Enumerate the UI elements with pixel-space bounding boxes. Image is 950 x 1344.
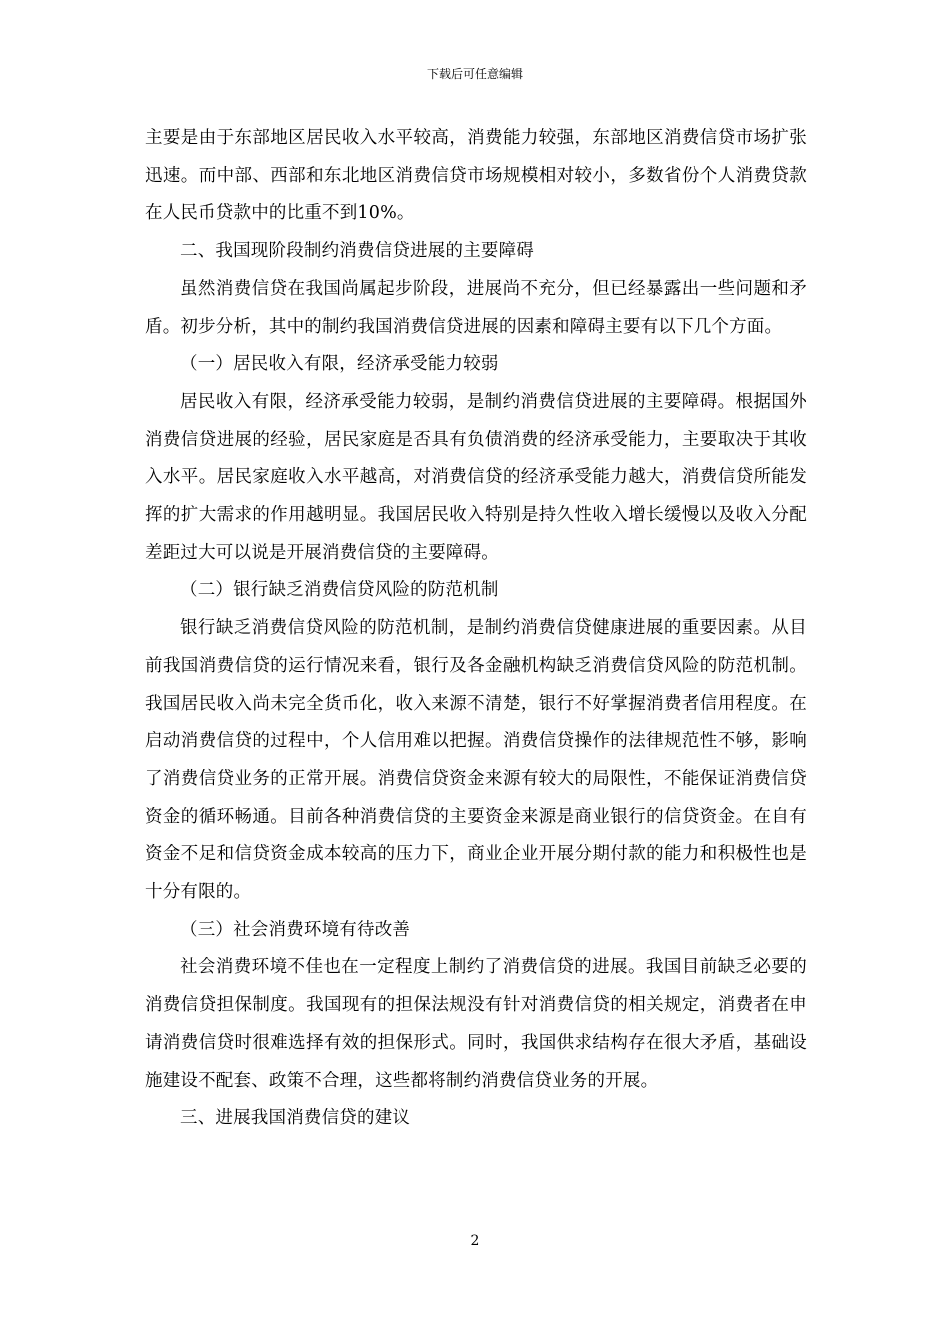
page-header: 下载后可任意编辑 bbox=[426, 67, 523, 81]
section-heading-3: 三、进展我国消费信贷的建议 bbox=[180, 1108, 411, 1129]
paragraph: 居民收入有限，经济承受能力较弱，是制约消费信贷进展的主要障碍。根据国外消费信贷进展的经验，居民家庭是否具有负债消费的经济承受能力，主要取决于其收入水平。居民家庭收入水平越高，对消费信贷的经济承受能力越大，消费信贷所能发挥的扩大需求的作用越明显。我国居民收入特别是持久性收入增长缓慢以及收入分配差距过大可以说是开展消费信贷的主要障碍。 bbox=[145, 391, 807, 563]
paragraph: 银行缺乏消费信贷风险的防范机制，是制约消费信贷健康进展的重要因素。从目前我国消费信贷的运行情况来看，银行及各金融机构缺乏消费信贷风险的防范机制。我国居民收入尚未完全货币化，收入来源不清楚，银行不好掌握消费者信用程度。在启动消费信贷的过程中，个人信用难以把握。消费信贷操作的法律规范性不够，影响了消费信贷业务的正常开展。消费信贷资金来源有较大的局限性，不能保证消费信贷资金的循环畅通。目前各种消费信贷的主要资金来源是商业银行的信贷资金。在自有资金不足和信贷资金成本较高的压力下，商业企业开展分期付款的能力和积极性也是十分有限的。 bbox=[145, 618, 807, 903]
subsection-heading-3: （三）社会消费环境有待改善 bbox=[180, 919, 411, 940]
paragraph: 社会消费环境不佳也在一定程度上制约了消费信贷的进展。我国目前缺乏必要的消费信贷担保制度。我国现有的担保法规没有针对消费信贷的相关规定，消费者在申请消费信贷时很难选择有效的担保形式。同时，我国供求结构存在很大矛盾，基础设施建设不配套、政策不合理，这些都将制约消费信贷业务的开展。 bbox=[145, 957, 807, 1091]
paragraph-continued: 主要是由于东部地区居民收入水平较高，消费能力较强，东部地区消费信贷市场扩张迅速。而中部、西部和东北地区消费信贷市场规模相对较小，多数省份个人消费贷款在人民币贷款中的比重不到10%。 bbox=[145, 128, 807, 224]
subsection-heading-2: （二）银行缺乏消费信贷风险的防范机制 bbox=[180, 580, 499, 601]
section-heading-2: 二、我国现阶段制约消费信贷进展的主要障碍 bbox=[180, 241, 534, 262]
document-body bbox=[145, 120, 807, 1138]
subsection-heading-1: （一）居民收入有限，经济承受能力较弱 bbox=[180, 354, 499, 375]
paragraph: 虽然消费信贷在我国尚属起步阶段，进展尚不充分，但已经暴露出一些问题和矛盾。初步分析，其中的制约我国消费信贷进展的因素和障碍主要有以下几个方面。 bbox=[145, 278, 807, 337]
page-number: 2 bbox=[470, 1233, 480, 1249]
